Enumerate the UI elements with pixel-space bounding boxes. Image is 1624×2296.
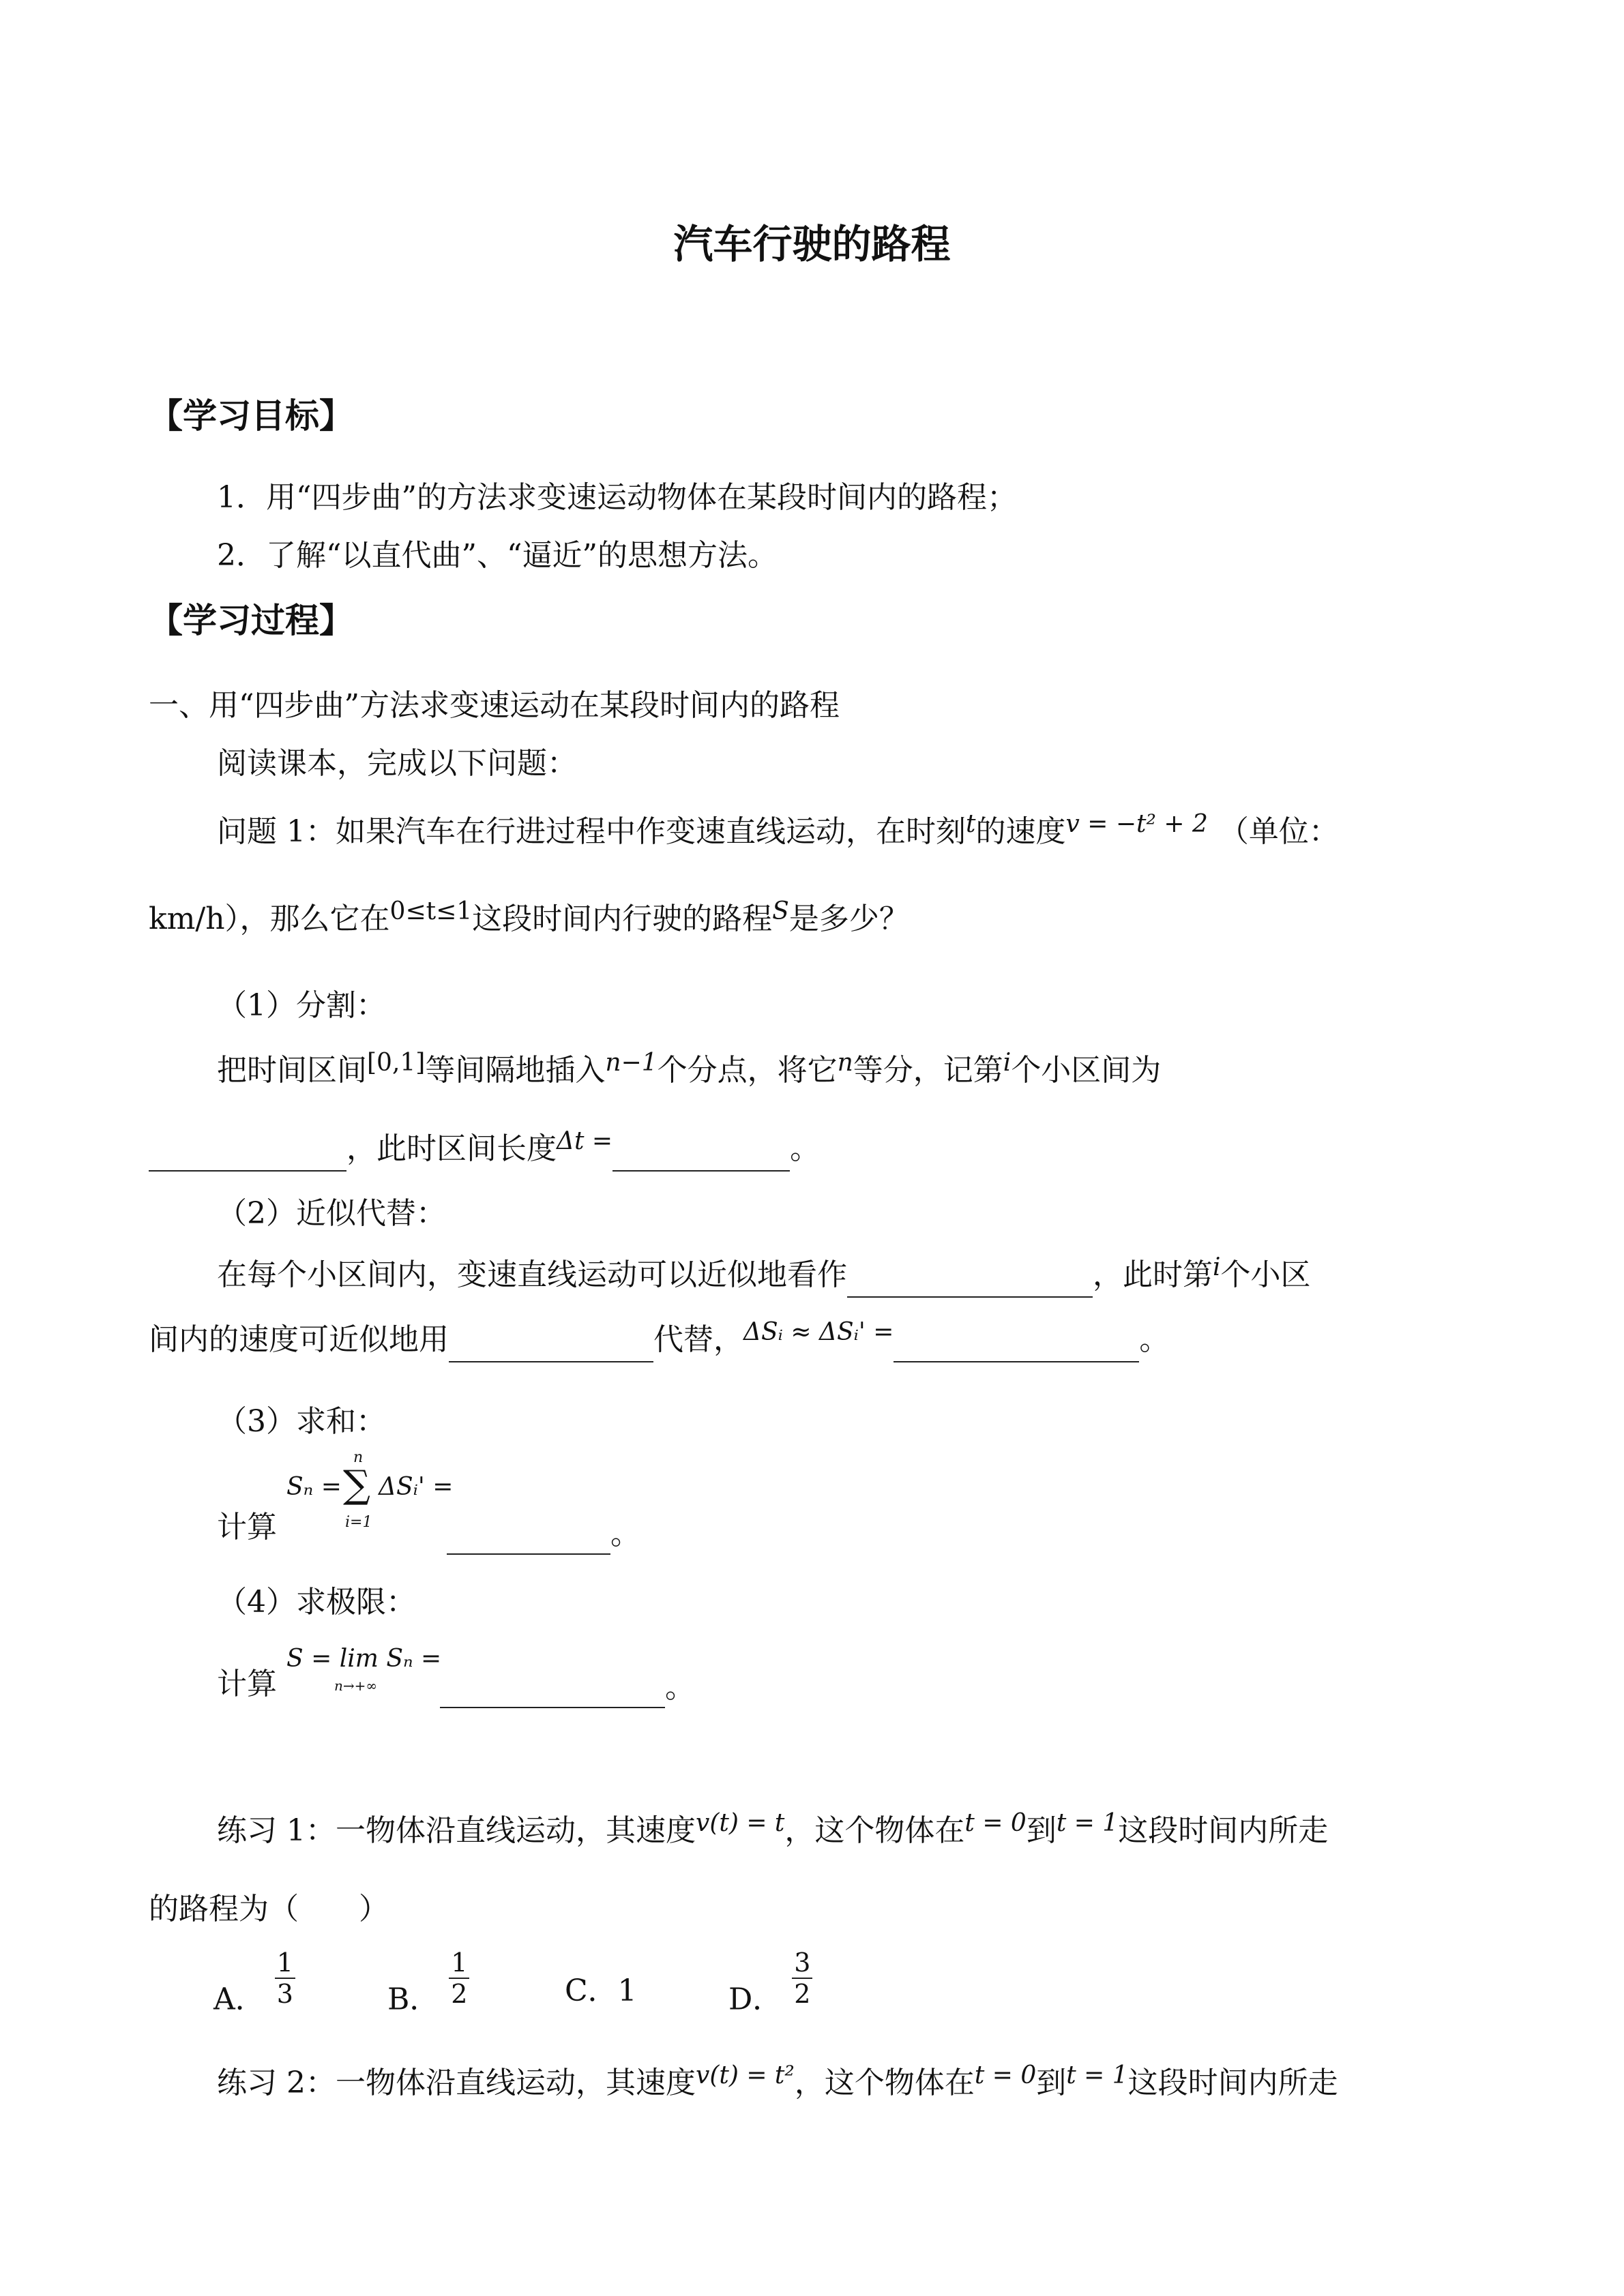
option-b[interactable]: B． $\frac{1}{2}$: [387, 1971, 469, 2032]
goal-item: 2．了解“以直代曲”、“逼近”的思想方法。: [217, 538, 778, 573]
step-2-line-1: 在每个小区间内，变速直线运动可以近似地看作 ，此时第$^i$个小区: [217, 1255, 1311, 1298]
time-start: t = 0: [974, 2061, 1037, 2089]
step-1-label: （1）分割：: [217, 988, 386, 1023]
part1-intro: 阅读课本，完成以下问题：: [217, 746, 577, 781]
math-i: i: [1003, 1049, 1012, 1077]
goal-item: 1．用“四步曲”的方法求变速运动物体在某段时间内的路程；: [217, 480, 1017, 515]
step-1-line-1: 把时间区间[0,1]等间隔地插入$^{n-1}$个分点，将它$^n$等分，记第$^i$个小区间为: [217, 1049, 1162, 1088]
step-4-label: （4）求极限：: [217, 1585, 416, 1620]
sigma-symbol: ∑: [343, 1463, 370, 1507]
question-1-line-1: 问题 1：如果汽车在行进过程中作变速直线运动，在时刻$^t$的速度$^{v = -t^2 + 2}$ （单位：: [217, 810, 1339, 849]
part1-heading: 一、用“四步曲”方法求变速运动在某段时间内的路程: [149, 688, 840, 723]
interval: [0,1]: [367, 1049, 426, 1077]
option-a[interactable]: A． $\frac{1}{3}$: [213, 1971, 295, 2032]
exercise-1-line-1: 练习 1：一物体沿直线运动，其速度$^{v(t) = t}$，这个物体在$^{t = 0}$到$^{t = 1}$这段时间内所走: [217, 1809, 1329, 1848]
step-3-label: （3）求和：: [217, 1404, 386, 1439]
goals-heading: 【学习目标】: [149, 396, 353, 436]
exercise-2-line-1: 练习 2：一物体沿直线运动，其速度$^{v(t) = t^2}$，这个物体在$^{t = 0}$到$^{t = 1}$这段时间内所走: [217, 2061, 1338, 2100]
sigma-upper: n: [353, 1449, 364, 1466]
velocity-formula: v(t) = t²: [695, 2061, 795, 2089]
fraction: $\frac{1}{2}$: [449, 1948, 469, 2009]
option-d[interactable]: D． $\frac{3}{2}$: [728, 1971, 812, 2032]
step-3-compute: 计算: [217, 1510, 277, 1545]
time-end: t = 1: [1056, 1809, 1119, 1837]
math-n: n: [837, 1049, 853, 1077]
exercise-1-line-2: 的路程为（ ）: [149, 1892, 389, 1926]
math-t: t: [965, 810, 976, 838]
page-title: 汽车行驶的路程: [673, 221, 951, 267]
step-4-answer: 。: [440, 1667, 695, 1708]
answer-blank[interactable]: [847, 1264, 1093, 1298]
answer-blank[interactable]: [440, 1674, 665, 1708]
answer-blank[interactable]: [894, 1328, 1139, 1362]
answer-blank[interactable]: [449, 1328, 653, 1362]
velocity-formula: v(t) = t: [695, 1809, 785, 1837]
fraction: $\frac{1}{3}$: [275, 1948, 295, 2009]
sum-lhs: Sₙ =: [286, 1473, 342, 1501]
sigma-lower: i=1: [345, 1514, 372, 1531]
math-n-minus-1: n−1: [605, 1049, 658, 1077]
fraction: $\frac{3}{2}$: [792, 1948, 812, 2009]
answer-blank[interactable]: [149, 1137, 346, 1172]
question-1-line-2: km/h），那么它在$^{0\le t\le 1}$这段时间内行驶的路程$^S$是多少？: [149, 897, 909, 936]
step-2-line-2: 间内的速度可近似地用 代替，$^{\Delta Sᵢ \approx \Delta Sᵢ' =}$ 。: [149, 1320, 1169, 1362]
math-S: S: [772, 897, 789, 925]
sum-rhs: ΔSᵢ' =: [379, 1473, 454, 1501]
answer-blank[interactable]: [447, 1521, 610, 1555]
step-1-line-2: ，此时区间长度$^{\Delta t =}$ 。: [149, 1129, 820, 1172]
time-range: 0≤t≤1: [389, 897, 473, 925]
option-c[interactable]: C．1: [565, 1973, 637, 2008]
limit-formula: S = lim Sₙ =: [286, 1645, 442, 1673]
time-start: t = 0: [964, 1809, 1027, 1837]
step-3-answer: 。: [447, 1514, 640, 1555]
approx-formula: ΔSᵢ ≈ ΔSᵢ' =: [743, 1318, 894, 1346]
math-i: i: [1213, 1253, 1221, 1281]
velocity-formula: v = −t² + 2: [1065, 810, 1208, 838]
process-heading: 【学习过程】: [149, 601, 353, 640]
time-end: t = 1: [1066, 2061, 1128, 2089]
step-4-compute: 计算: [217, 1667, 277, 1701]
limit-subscript: n→+∞: [334, 1678, 378, 1694]
step-2-label: （2）近似代替：: [217, 1196, 446, 1231]
answer-blank[interactable]: [612, 1137, 790, 1172]
delta-t: Δt =: [557, 1127, 613, 1155]
